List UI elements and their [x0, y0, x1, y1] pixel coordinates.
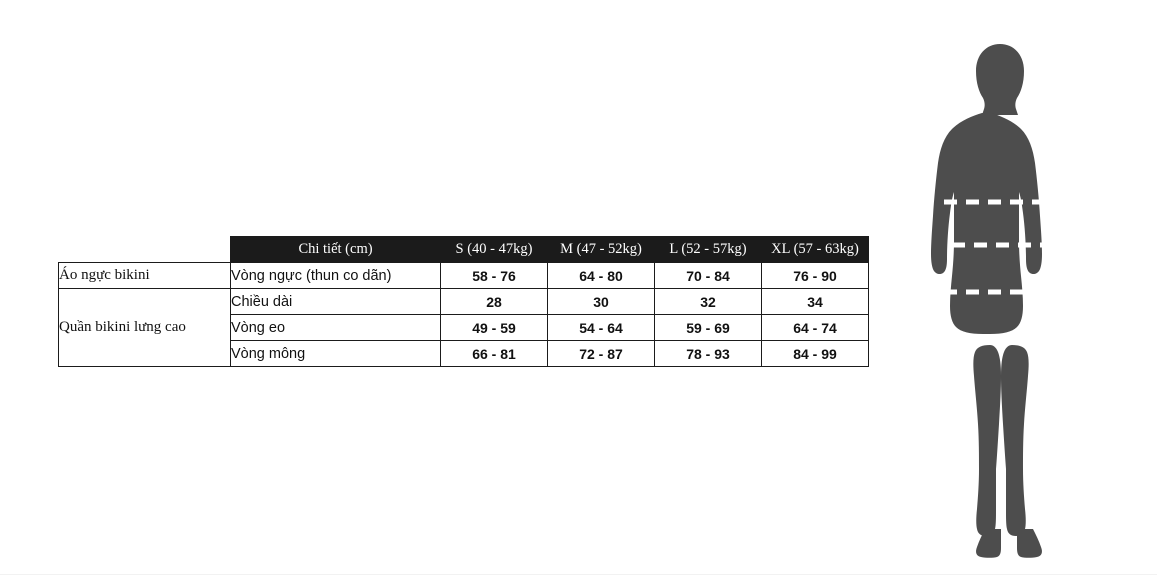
- cell-bust-xl: 76 - 90: [762, 263, 869, 289]
- table-row: [59, 289, 869, 315]
- cell-waist-xl: 64 - 74: [762, 315, 869, 341]
- bottom-divider: [0, 574, 1157, 587]
- row-label-length: Chiều dài: [231, 289, 441, 315]
- female-silhouette-icon: [900, 40, 1100, 570]
- cell-hip-m: 72 - 87: [548, 341, 655, 367]
- cell-hip-l: 78 - 93: [655, 341, 762, 367]
- column-header-detail: Chi tiết (cm): [231, 237, 441, 263]
- cell-hip-xl: 84 - 99: [762, 341, 869, 367]
- group-label-bikini-bottom: Quần bikini lưng cao: [59, 289, 231, 367]
- cell-length-xl: 34: [762, 289, 869, 315]
- cell-bust-l: 70 - 84: [655, 263, 762, 289]
- cell-length-m: 30: [548, 289, 655, 315]
- cell-bust-s: 58 - 76: [441, 263, 548, 289]
- table-row: [59, 263, 869, 289]
- size-chart-table: [58, 236, 869, 367]
- cell-waist-m: 54 - 64: [548, 315, 655, 341]
- row-label-hip: Vòng mông: [231, 341, 441, 367]
- column-header-size-xl: XL (57 - 63kg): [762, 237, 869, 263]
- table-corner-cell: [59, 237, 231, 263]
- table-body: [59, 263, 869, 367]
- table-header-row: [59, 237, 869, 263]
- table-head: [59, 237, 869, 263]
- cell-bust-m: 64 - 80: [548, 263, 655, 289]
- cell-waist-l: 59 - 69: [655, 315, 762, 341]
- column-header-size-l: L (52 - 57kg): [655, 237, 762, 263]
- row-label-waist: Vòng eo: [231, 315, 441, 341]
- cell-waist-s: 49 - 59: [441, 315, 548, 341]
- cell-length-s: 28: [441, 289, 548, 315]
- cell-length-l: 32: [655, 289, 762, 315]
- female-silhouette-figure: [900, 40, 1100, 570]
- row-label-bust: Vòng ngực (thun co dãn): [231, 263, 441, 289]
- cell-hip-s: 66 - 81: [441, 341, 548, 367]
- group-label-bikini-top: Áo ngực bikini: [59, 263, 231, 289]
- column-header-size-m: M (47 - 52kg): [548, 237, 655, 263]
- column-header-size-s: S (40 - 47kg): [441, 237, 548, 263]
